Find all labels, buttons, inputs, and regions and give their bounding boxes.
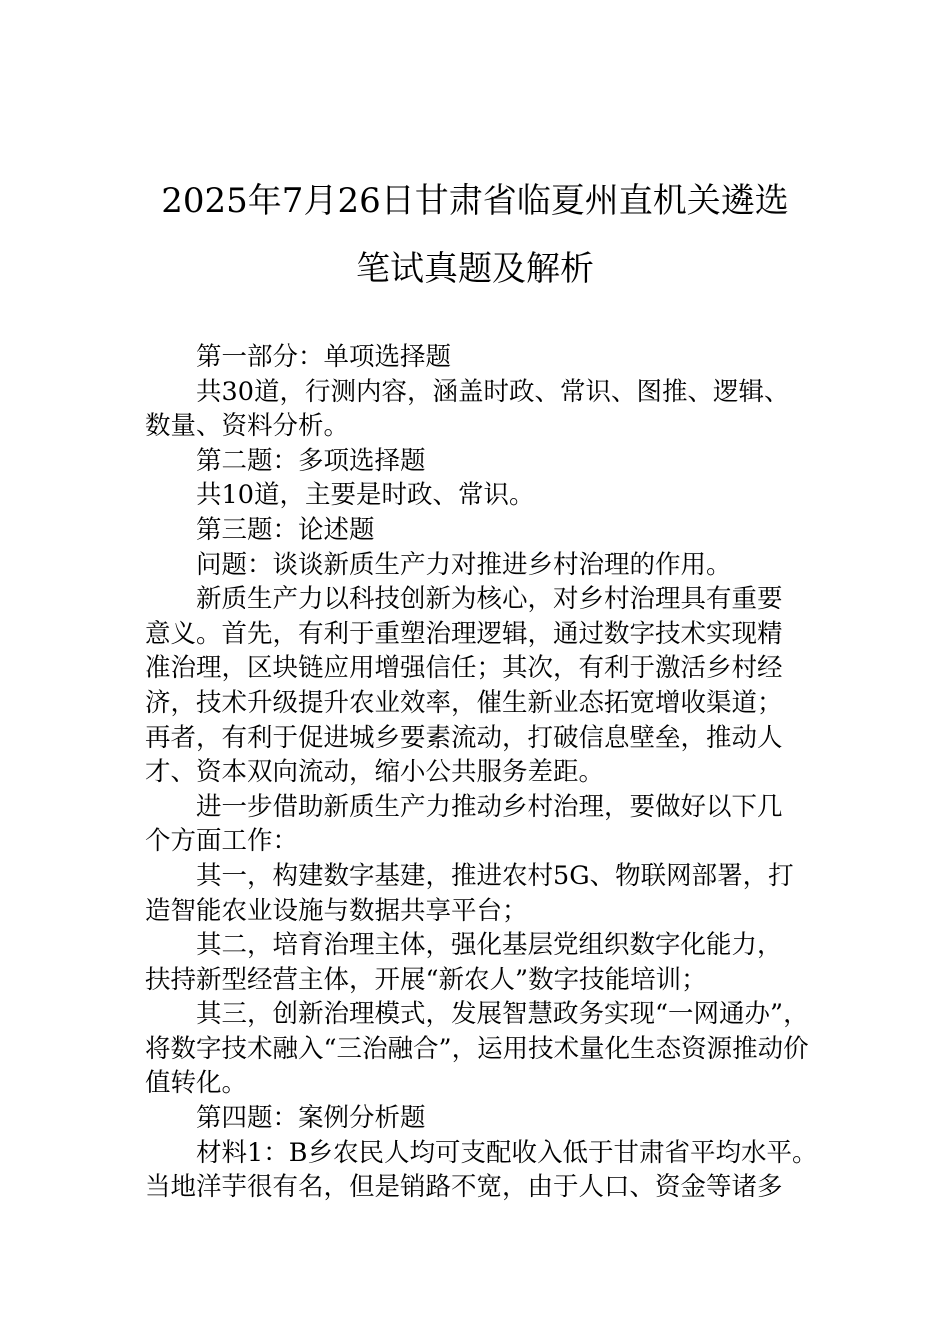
paragraph [145, 859, 815, 928]
paragraph [145, 1136, 818, 1205]
paragraph [145, 997, 815, 1101]
text-line: 当地洋芋很有名，但是销路不宽，由于人口、资金等诸多 [145, 1172, 783, 1203]
paragraph [145, 478, 815, 513]
document-body [145, 340, 818, 1205]
text-line: 再者，有利于促进城乡要素流动，打破信息壁垒，推动人 [145, 722, 783, 753]
text-line: 扶持新型经营主体，开展“新农人”数字技能培训； [145, 964, 707, 995]
text-line: 意义。首先，有利于重塑治理逻辑，通过数字技术实现精 [145, 618, 783, 649]
text-line: 将数字技术融入“三治融合”，运用技术量化生态资源推动价 [145, 1033, 809, 1064]
paragraph [145, 548, 815, 583]
paragraph [145, 375, 815, 444]
text-line: 第一部分：单项选择题 [196, 342, 452, 372]
text-line: 共30道，行测内容，涵盖时政、常识、图推、逻辑、 [196, 376, 790, 407]
text-line: 材料1：B乡农民人均可支配收入低于甘肃省平均水平。 [196, 1137, 818, 1168]
text-line: 个方面工作： [145, 826, 299, 857]
text-line: 其一，构建数字基建，推进农村5G、物联网部署，打 [196, 860, 794, 891]
text-line: 第三题：论述题 [196, 514, 375, 545]
paragraph [145, 340, 815, 375]
text-line: 济，技术升级提升农业效率，催生新业态拓宽增收渠道； [145, 687, 783, 718]
paragraph [145, 1101, 815, 1136]
text-line: 进一步借助新质生产力推动乡村治理，要做好以下几 [196, 791, 783, 822]
paragraph [145, 790, 815, 859]
text-line: 第四题：案例分析题 [196, 1103, 426, 1134]
text-line: 其三，创新治理模式，发展智慧政务实现“一网通办”， [196, 999, 809, 1030]
text-line: 第二题：多项选择题 [196, 445, 426, 476]
paragraph [145, 444, 815, 479]
text-line: 其二，培育治理主体，强化基层党组织数字化能力， [196, 930, 783, 961]
document-title-line-1: 2025年7月26日甘肃省临夏州直机关遴选 [161, 181, 789, 221]
text-line: 数量、资料分析。 [145, 411, 350, 442]
text-line: 准治理，区块链应用增强信任；其次，有利于激活乡村经 [145, 653, 783, 684]
text-line: 问题：谈谈新质生产力对推进乡村治理的作用。 [196, 549, 732, 580]
paragraph [145, 582, 815, 790]
text-line: 共10道，主要是时政、常识。 [196, 480, 535, 511]
paragraph [145, 513, 815, 548]
text-line: 值转化。 [145, 1068, 248, 1099]
text-line: 造智能农业设施与数据共享平台； [145, 895, 528, 926]
document-title-line-2: 笔试真题及解析 [356, 249, 594, 289]
text-line: 新质生产力以科技创新为核心，对乡村治理具有重要 [196, 584, 783, 615]
paragraph [145, 928, 815, 997]
text-line: 才、资本双向流动，缩小公共服务差距。 [145, 757, 605, 788]
